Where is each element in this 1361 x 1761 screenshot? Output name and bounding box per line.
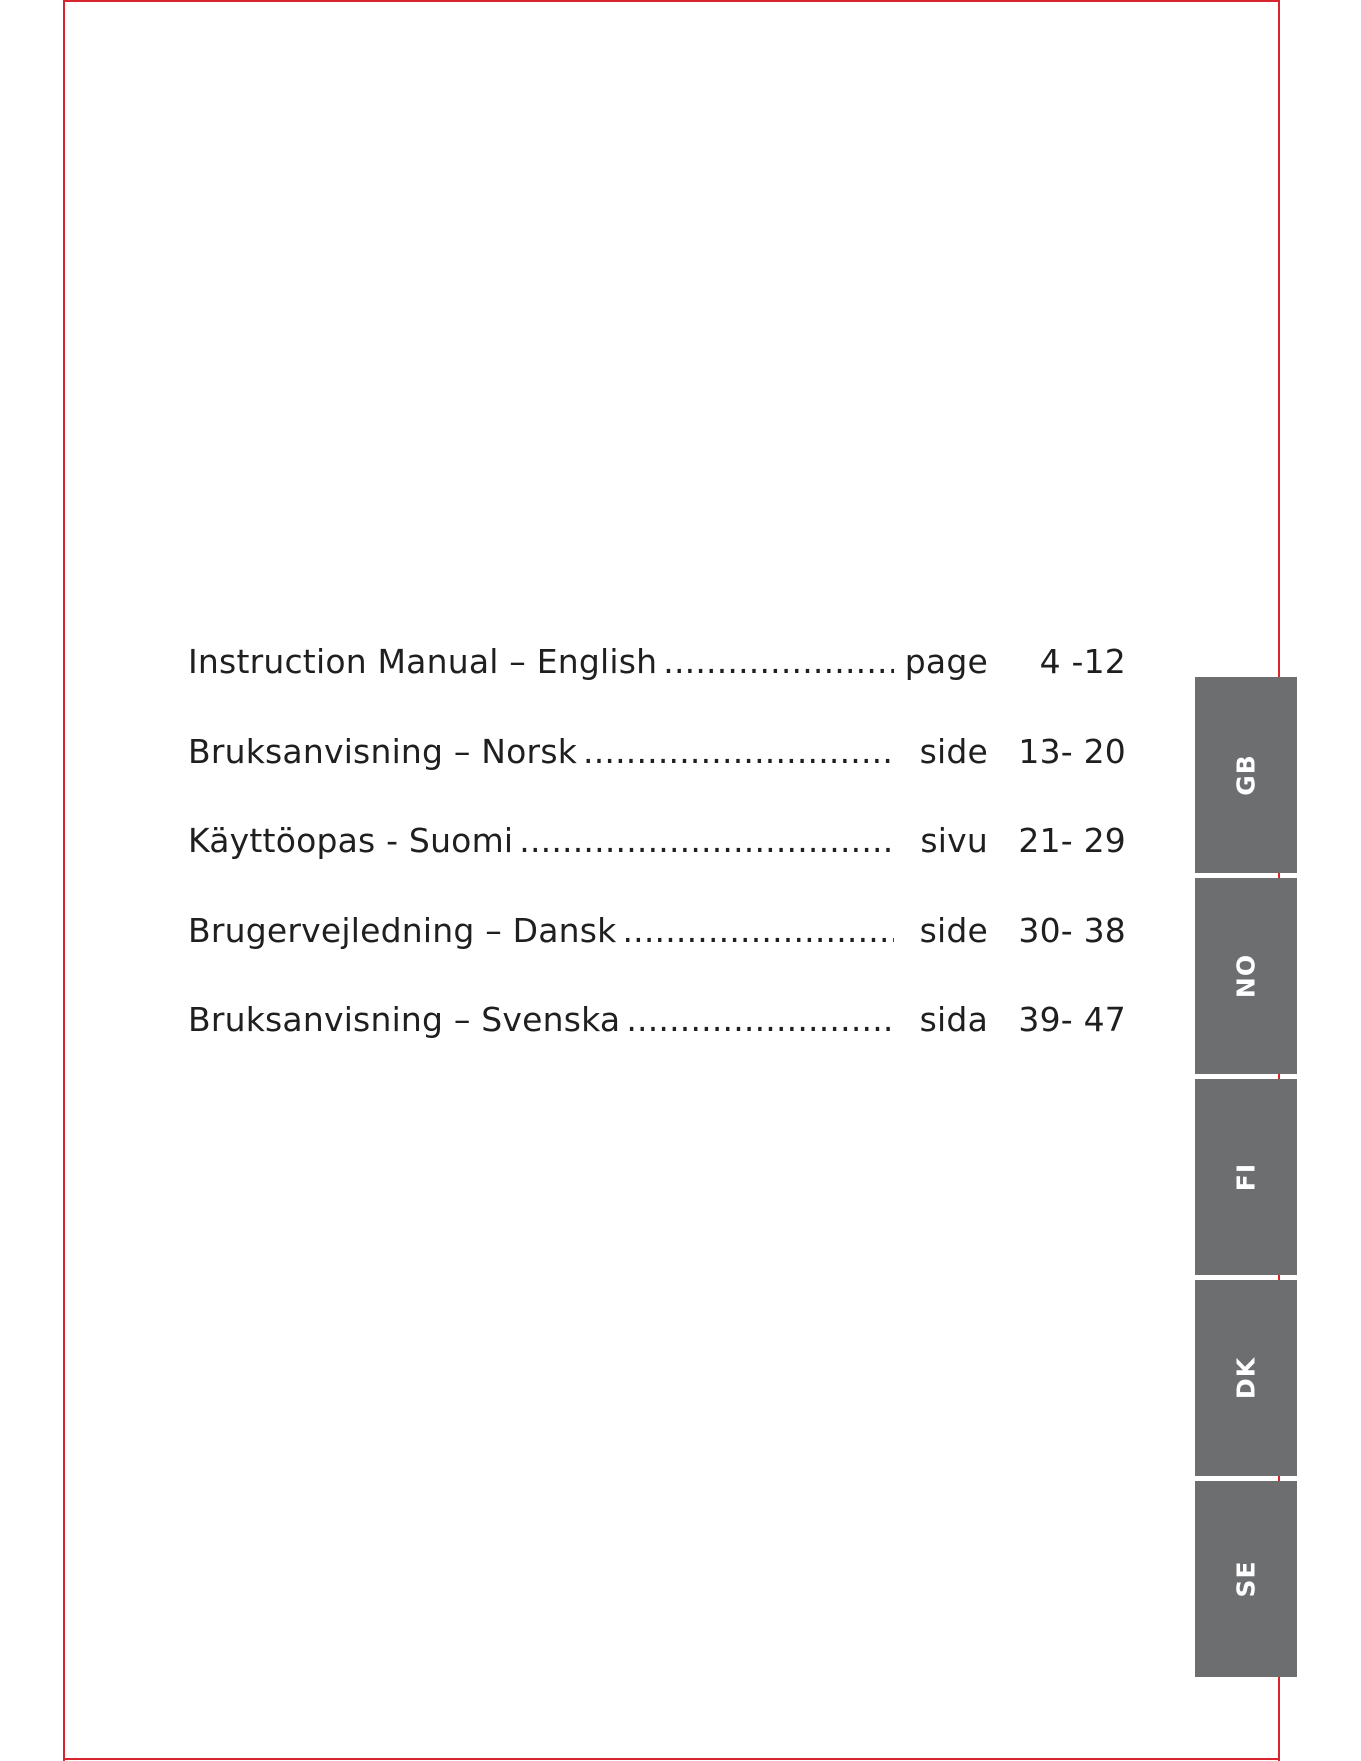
language-tab-fi[interactable]: [1195, 1079, 1297, 1275]
toc-entry-norsk[interactable]: [188, 727, 1126, 777]
toc-leader-dots: [519, 816, 894, 866]
trim-line-left: [63, 0, 65, 1761]
toc-entry-page-range: 30- 38: [1018, 911, 1126, 950]
language-tab-label: GB: [1231, 754, 1261, 796]
toc-leader-dots: [583, 727, 894, 777]
toc-entry-page-range: 4 -12: [1039, 642, 1126, 681]
toc-entry-page-word: side: [919, 732, 988, 771]
language-tab-se[interactable]: [1195, 1481, 1297, 1677]
toc-leader-dots: [663, 637, 894, 687]
language-tab-no[interactable]: [1195, 878, 1297, 1074]
toc-entry-page-range: 13- 20: [1018, 732, 1126, 771]
toc-entry-page-range: 21- 29: [1018, 821, 1126, 860]
toc-entry-title: Bruksanvisning – Svenska: [188, 1000, 621, 1039]
trim-line-top: [63, 0, 1280, 2]
language-tab-label: NO: [1231, 953, 1261, 999]
language-tab-label: SE: [1231, 1560, 1261, 1598]
toc-entry-page-range: 39- 47: [1018, 1000, 1126, 1039]
language-tab-label: DK: [1231, 1356, 1261, 1400]
toc-entry-suomi[interactable]: [188, 816, 1126, 866]
toc-entry-page-word: page: [904, 642, 988, 681]
toc-entry-english[interactable]: [188, 637, 1126, 687]
toc-entry-title: Bruksanvisning – Norsk: [188, 732, 578, 771]
toc-leader-dots: [622, 906, 894, 956]
trim-line-bottom: [63, 1758, 1280, 1760]
toc-entry-title: Käyttöopas - Suomi: [188, 821, 514, 860]
toc-entry-title: Instruction Manual – English: [188, 642, 658, 681]
toc-entry-svenska[interactable]: [188, 995, 1126, 1045]
toc-entry-page-word: sida: [919, 1000, 988, 1039]
language-tab-dk[interactable]: [1195, 1280, 1297, 1476]
language-tab-label: FI: [1231, 1162, 1261, 1192]
toc-entry-title: Brugervejledning – Dansk: [188, 911, 617, 950]
language-tab-gb[interactable]: [1195, 677, 1297, 873]
toc-entry-dansk[interactable]: [188, 906, 1126, 956]
toc-entry-page-word: side: [919, 911, 988, 950]
toc-leader-dots: [626, 995, 894, 1045]
toc-entry-page-word: sivu: [920, 821, 988, 860]
